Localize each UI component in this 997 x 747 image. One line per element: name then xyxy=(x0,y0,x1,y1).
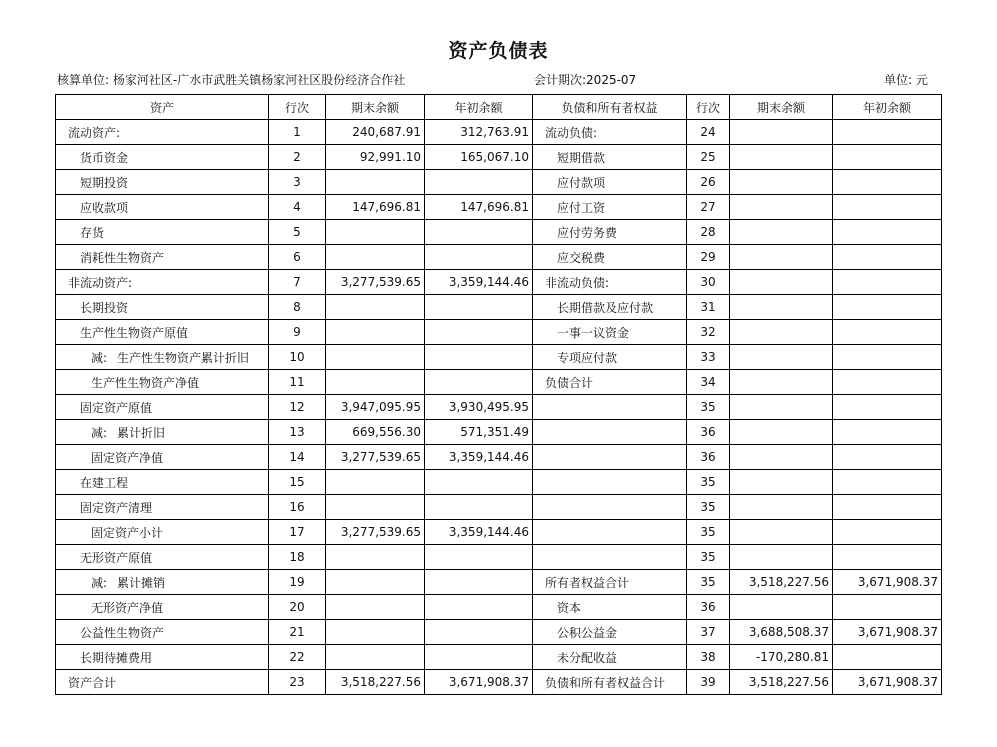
asset-end-balance: 3,277,539.65 xyxy=(326,445,425,470)
table-row xyxy=(56,170,942,195)
asset-name-prefix: 减: xyxy=(91,350,108,365)
asset-end-balance xyxy=(326,320,425,345)
liability-line-no: 35 xyxy=(687,570,730,595)
liability-end-balance xyxy=(730,345,833,370)
liability-begin-balance xyxy=(833,495,942,520)
asset-line-no: 15 xyxy=(269,470,326,495)
asset-name-cell xyxy=(56,495,269,520)
asset-name-cell xyxy=(56,645,269,670)
asset-name: 公益性生物资产 xyxy=(80,625,165,640)
liability-begin-balance xyxy=(833,470,942,495)
liability-line-no: 27 xyxy=(687,195,730,220)
col-header-liability-end-balance: 期末余额 xyxy=(730,95,833,120)
asset-name: 流动资产: xyxy=(68,125,121,140)
asset-end-balance xyxy=(326,645,425,670)
asset-end-balance xyxy=(326,295,425,320)
asset-name: 非流动资产: xyxy=(68,275,133,290)
asset-line-no: 6 xyxy=(269,245,326,270)
asset-end-balance: 3,277,539.65 xyxy=(326,270,425,295)
asset-end-balance xyxy=(326,470,425,495)
asset-begin-balance: 3,930,495.95 xyxy=(425,395,533,420)
asset-end-balance xyxy=(326,595,425,620)
liability-name xyxy=(533,545,687,570)
asset-name: 生产性生物资产原值 xyxy=(80,325,189,340)
asset-begin-balance xyxy=(425,620,533,645)
table-row xyxy=(56,345,942,370)
asset-line-no: 7 xyxy=(269,270,326,295)
asset-name-cell xyxy=(56,445,269,470)
liability-line-no: 36 xyxy=(687,420,730,445)
asset-name-cell xyxy=(56,595,269,620)
asset-name: 累计折旧 xyxy=(117,425,166,440)
liability-line-no: 30 xyxy=(687,270,730,295)
liability-name: 应付工资 xyxy=(533,195,687,220)
liability-end-balance xyxy=(730,120,833,145)
asset-begin-balance: 165,067.10 xyxy=(425,145,533,170)
liability-line-no: 36 xyxy=(687,595,730,620)
liability-end-balance xyxy=(730,370,833,395)
asset-end-balance: 3,277,539.65 xyxy=(326,520,425,545)
table-row xyxy=(56,670,942,695)
asset-name-cell xyxy=(56,270,269,295)
liability-end-balance xyxy=(730,595,833,620)
asset-begin-balance: 3,359,144.46 xyxy=(425,270,533,295)
col-header-liability-line: 行次 xyxy=(687,95,730,120)
asset-name: 无形资产净值 xyxy=(91,600,164,615)
asset-line-no: 10 xyxy=(269,345,326,370)
asset-line-no: 2 xyxy=(269,145,326,170)
asset-name: 生产性生物资产累计折旧 xyxy=(117,350,250,365)
liability-line-no: 25 xyxy=(687,145,730,170)
liability-end-balance xyxy=(730,195,833,220)
liability-name: 负债合计 xyxy=(533,370,687,395)
liability-begin-balance: 3,671,908.37 xyxy=(833,620,942,645)
asset-end-balance: 240,687.91 xyxy=(326,120,425,145)
asset-end-balance xyxy=(326,220,425,245)
liability-line-no: 36 xyxy=(687,445,730,470)
asset-line-no: 22 xyxy=(269,645,326,670)
asset-line-no: 3 xyxy=(269,170,326,195)
asset-begin-balance: 147,696.81 xyxy=(425,195,533,220)
asset-begin-balance: 312,763.91 xyxy=(425,120,533,145)
liability-begin-balance xyxy=(833,395,942,420)
liability-line-no: 29 xyxy=(687,245,730,270)
asset-name-cell xyxy=(56,670,269,695)
table-row xyxy=(56,395,942,420)
liability-end-balance xyxy=(730,170,833,195)
asset-name: 无形资产原值 xyxy=(80,550,153,565)
asset-name: 固定资产原值 xyxy=(80,400,153,415)
liability-name xyxy=(533,445,687,470)
liability-name xyxy=(533,520,687,545)
asset-name-prefix: 减: xyxy=(91,575,108,590)
liability-end-balance xyxy=(730,220,833,245)
asset-name: 生产性生物资产净值 xyxy=(91,375,200,390)
asset-name-cell xyxy=(56,370,269,395)
table-row xyxy=(56,295,942,320)
asset-begin-balance xyxy=(425,595,533,620)
liability-line-no: 35 xyxy=(687,495,730,520)
asset-end-balance: 92,991.10 xyxy=(326,145,425,170)
asset-name-cell xyxy=(56,420,269,445)
liability-name: 长期借款及应付款 xyxy=(533,295,687,320)
asset-name: 固定资产小计 xyxy=(91,525,164,540)
table-row xyxy=(56,370,942,395)
liability-name: 负债和所有者权益合计 xyxy=(533,670,687,695)
liability-line-no: 31 xyxy=(687,295,730,320)
col-header-asset-begin-balance: 年初余额 xyxy=(425,95,533,120)
liability-begin-balance xyxy=(833,145,942,170)
liability-begin-balance xyxy=(833,120,942,145)
asset-name-cell xyxy=(56,570,269,595)
liability-end-balance: 3,518,227.56 xyxy=(730,670,833,695)
table-row xyxy=(56,520,942,545)
asset-line-no: 11 xyxy=(269,370,326,395)
table-row xyxy=(56,470,942,495)
asset-line-no: 13 xyxy=(269,420,326,445)
asset-begin-balance xyxy=(425,545,533,570)
liability-begin-balance: 3,671,908.37 xyxy=(833,670,942,695)
asset-begin-balance: 3,671,908.37 xyxy=(425,670,533,695)
liability-end-balance xyxy=(730,395,833,420)
liability-name xyxy=(533,470,687,495)
accounting-period: 会计期次:2025-07 xyxy=(534,73,637,87)
liability-begin-balance xyxy=(833,245,942,270)
liability-begin-balance xyxy=(833,370,942,395)
liability-name xyxy=(533,495,687,520)
asset-name-prefix: 减: xyxy=(91,425,108,440)
liability-end-balance xyxy=(730,520,833,545)
asset-begin-balance xyxy=(425,570,533,595)
liability-line-no: 39 xyxy=(687,670,730,695)
liability-line-no: 32 xyxy=(687,320,730,345)
asset-name: 长期待摊费用 xyxy=(80,650,153,665)
balance-sheet-table xyxy=(55,94,942,695)
asset-begin-balance xyxy=(425,320,533,345)
currency-unit xyxy=(884,71,928,88)
asset-begin-balance: 3,359,144.46 xyxy=(425,520,533,545)
asset-end-balance xyxy=(326,370,425,395)
asset-name: 消耗性生物资产 xyxy=(80,250,165,265)
liability-line-no: 28 xyxy=(687,220,730,245)
liability-line-no: 34 xyxy=(687,370,730,395)
asset-end-balance xyxy=(326,245,425,270)
liability-end-balance: 3,518,227.56 xyxy=(730,570,833,595)
asset-name-cell xyxy=(56,120,269,145)
table-row xyxy=(56,495,942,520)
liability-name: 未分配收益 xyxy=(533,645,687,670)
liability-end-balance xyxy=(730,295,833,320)
table-row xyxy=(56,570,942,595)
liability-begin-balance xyxy=(833,420,942,445)
col-header-assets: 资产 xyxy=(56,95,269,120)
asset-name-cell xyxy=(56,170,269,195)
asset-line-no: 1 xyxy=(269,120,326,145)
liability-begin-balance xyxy=(833,545,942,570)
asset-end-balance xyxy=(326,495,425,520)
asset-name-cell xyxy=(56,345,269,370)
liability-begin-balance xyxy=(833,445,942,470)
asset-name: 存货 xyxy=(80,225,105,240)
asset-name: 货币资金 xyxy=(80,150,129,165)
liability-end-balance xyxy=(730,145,833,170)
asset-name: 资产合计 xyxy=(68,675,117,690)
asset-begin-balance xyxy=(425,470,533,495)
currency-unit-label: 单位: xyxy=(884,73,913,87)
liability-name: 非流动负债: xyxy=(533,270,687,295)
asset-begin-balance: 571,351.49 xyxy=(425,420,533,445)
asset-name-cell xyxy=(56,620,269,645)
asset-end-balance xyxy=(326,345,425,370)
asset-name-cell xyxy=(56,195,269,220)
liability-name: 应交税费 xyxy=(533,245,687,270)
table-row xyxy=(56,270,942,295)
table-row xyxy=(56,420,942,445)
asset-name-cell xyxy=(56,245,269,270)
asset-name-cell xyxy=(56,295,269,320)
asset-end-balance xyxy=(326,545,425,570)
liability-begin-balance xyxy=(833,295,942,320)
liability-end-balance xyxy=(730,320,833,345)
asset-name: 短期投资 xyxy=(80,175,129,190)
col-header-liability-begin-balance: 年初余额 xyxy=(833,95,942,120)
asset-end-balance: 669,556.30 xyxy=(326,420,425,445)
col-header-asset-line: 行次 xyxy=(269,95,326,120)
asset-begin-balance xyxy=(425,245,533,270)
table-row xyxy=(56,645,942,670)
asset-line-no: 21 xyxy=(269,620,326,645)
liability-begin-balance xyxy=(833,645,942,670)
table-row xyxy=(56,620,942,645)
currency-unit-value: 元 xyxy=(915,73,928,87)
asset-line-no: 5 xyxy=(269,220,326,245)
asset-end-balance xyxy=(326,570,425,595)
accounting-unit-value: 杨家河社区-广水市武胜关镇杨家河社区股份经济合作社 xyxy=(112,73,406,87)
asset-line-no: 18 xyxy=(269,545,326,570)
asset-begin-balance xyxy=(425,370,533,395)
table-row xyxy=(56,245,942,270)
table-row xyxy=(56,120,942,145)
table-header-row xyxy=(56,95,942,120)
asset-name-cell xyxy=(56,395,269,420)
liability-line-no: 37 xyxy=(687,620,730,645)
asset-begin-balance xyxy=(425,495,533,520)
liability-end-balance: 3,688,508.37 xyxy=(730,620,833,645)
asset-line-no: 8 xyxy=(269,295,326,320)
asset-line-no: 9 xyxy=(269,320,326,345)
liability-begin-balance xyxy=(833,345,942,370)
table-row xyxy=(56,595,942,620)
liability-end-balance xyxy=(730,470,833,495)
liability-end-balance: -170,280.81 xyxy=(730,645,833,670)
liability-end-balance xyxy=(730,495,833,520)
liability-begin-balance xyxy=(833,520,942,545)
asset-line-no: 17 xyxy=(269,520,326,545)
asset-end-balance: 147,696.81 xyxy=(326,195,425,220)
asset-name-cell xyxy=(56,520,269,545)
table-row xyxy=(56,220,942,245)
table-row xyxy=(56,320,942,345)
asset-line-no: 19 xyxy=(269,570,326,595)
liability-line-no: 26 xyxy=(687,170,730,195)
asset-name-cell xyxy=(56,470,269,495)
liability-line-no: 33 xyxy=(687,345,730,370)
asset-name: 应收款项 xyxy=(80,200,129,215)
asset-name: 固定资产清理 xyxy=(80,500,153,515)
accounting-unit-label: 核算单位: xyxy=(57,73,110,87)
liability-end-balance xyxy=(730,420,833,445)
asset-name: 在建工程 xyxy=(80,475,129,490)
asset-line-no: 16 xyxy=(269,495,326,520)
liability-begin-balance xyxy=(833,195,942,220)
liability-name: 专项应付款 xyxy=(533,345,687,370)
asset-line-no: 20 xyxy=(269,595,326,620)
liability-end-balance xyxy=(730,545,833,570)
liability-end-balance xyxy=(730,245,833,270)
table-row xyxy=(56,445,942,470)
liability-begin-balance: 3,671,908.37 xyxy=(833,570,942,595)
liability-name: 应付款项 xyxy=(533,170,687,195)
table-row xyxy=(56,195,942,220)
table-row xyxy=(56,145,942,170)
asset-begin-balance xyxy=(425,645,533,670)
liability-name xyxy=(533,395,687,420)
asset-name-cell xyxy=(56,145,269,170)
liability-line-no: 35 xyxy=(687,470,730,495)
asset-begin-balance xyxy=(425,220,533,245)
liability-name: 短期借款 xyxy=(533,145,687,170)
asset-name: 长期投资 xyxy=(80,300,129,315)
liability-begin-balance xyxy=(833,320,942,345)
liability-line-no: 38 xyxy=(687,645,730,670)
asset-end-balance xyxy=(326,620,425,645)
asset-name: 累计摊销 xyxy=(117,575,166,590)
table-row xyxy=(56,545,942,570)
asset-name-cell xyxy=(56,545,269,570)
liability-name: 流动负债: xyxy=(533,120,687,145)
liability-begin-balance xyxy=(833,170,942,195)
liability-name xyxy=(533,420,687,445)
liability-name: 资本 xyxy=(533,595,687,620)
liability-line-no: 24 xyxy=(687,120,730,145)
asset-end-balance: 3,947,095.95 xyxy=(326,395,425,420)
col-header-liabilities-equity: 负债和所有者权益 xyxy=(533,95,687,120)
asset-line-no: 4 xyxy=(269,195,326,220)
asset-begin-balance: 3,359,144.46 xyxy=(425,445,533,470)
liability-begin-balance xyxy=(833,220,942,245)
liability-name: 一事一议资金 xyxy=(533,320,687,345)
liability-end-balance xyxy=(730,445,833,470)
asset-begin-balance xyxy=(425,345,533,370)
liability-name: 应付劳务费 xyxy=(533,220,687,245)
asset-end-balance xyxy=(326,170,425,195)
asset-line-no: 14 xyxy=(269,445,326,470)
liability-begin-balance xyxy=(833,270,942,295)
asset-line-no: 23 xyxy=(269,670,326,695)
asset-name-cell xyxy=(56,320,269,345)
liability-name: 公积公益金 xyxy=(533,620,687,645)
liability-end-balance xyxy=(730,270,833,295)
liability-begin-balance xyxy=(833,595,942,620)
col-header-asset-end-balance: 期末余额 xyxy=(326,95,425,120)
liability-line-no: 35 xyxy=(687,395,730,420)
asset-end-balance: 3,518,227.56 xyxy=(326,670,425,695)
report-title: 资产负债表 xyxy=(448,40,549,62)
asset-begin-balance xyxy=(425,295,533,320)
asset-name: 固定资产净值 xyxy=(91,450,164,465)
liability-line-no: 35 xyxy=(687,545,730,570)
liability-line-no: 35 xyxy=(687,520,730,545)
asset-begin-balance xyxy=(425,170,533,195)
liability-name: 所有者权益合计 xyxy=(533,570,687,595)
asset-line-no: 12 xyxy=(269,395,326,420)
accounting-unit xyxy=(57,71,405,88)
asset-name-cell xyxy=(56,220,269,245)
